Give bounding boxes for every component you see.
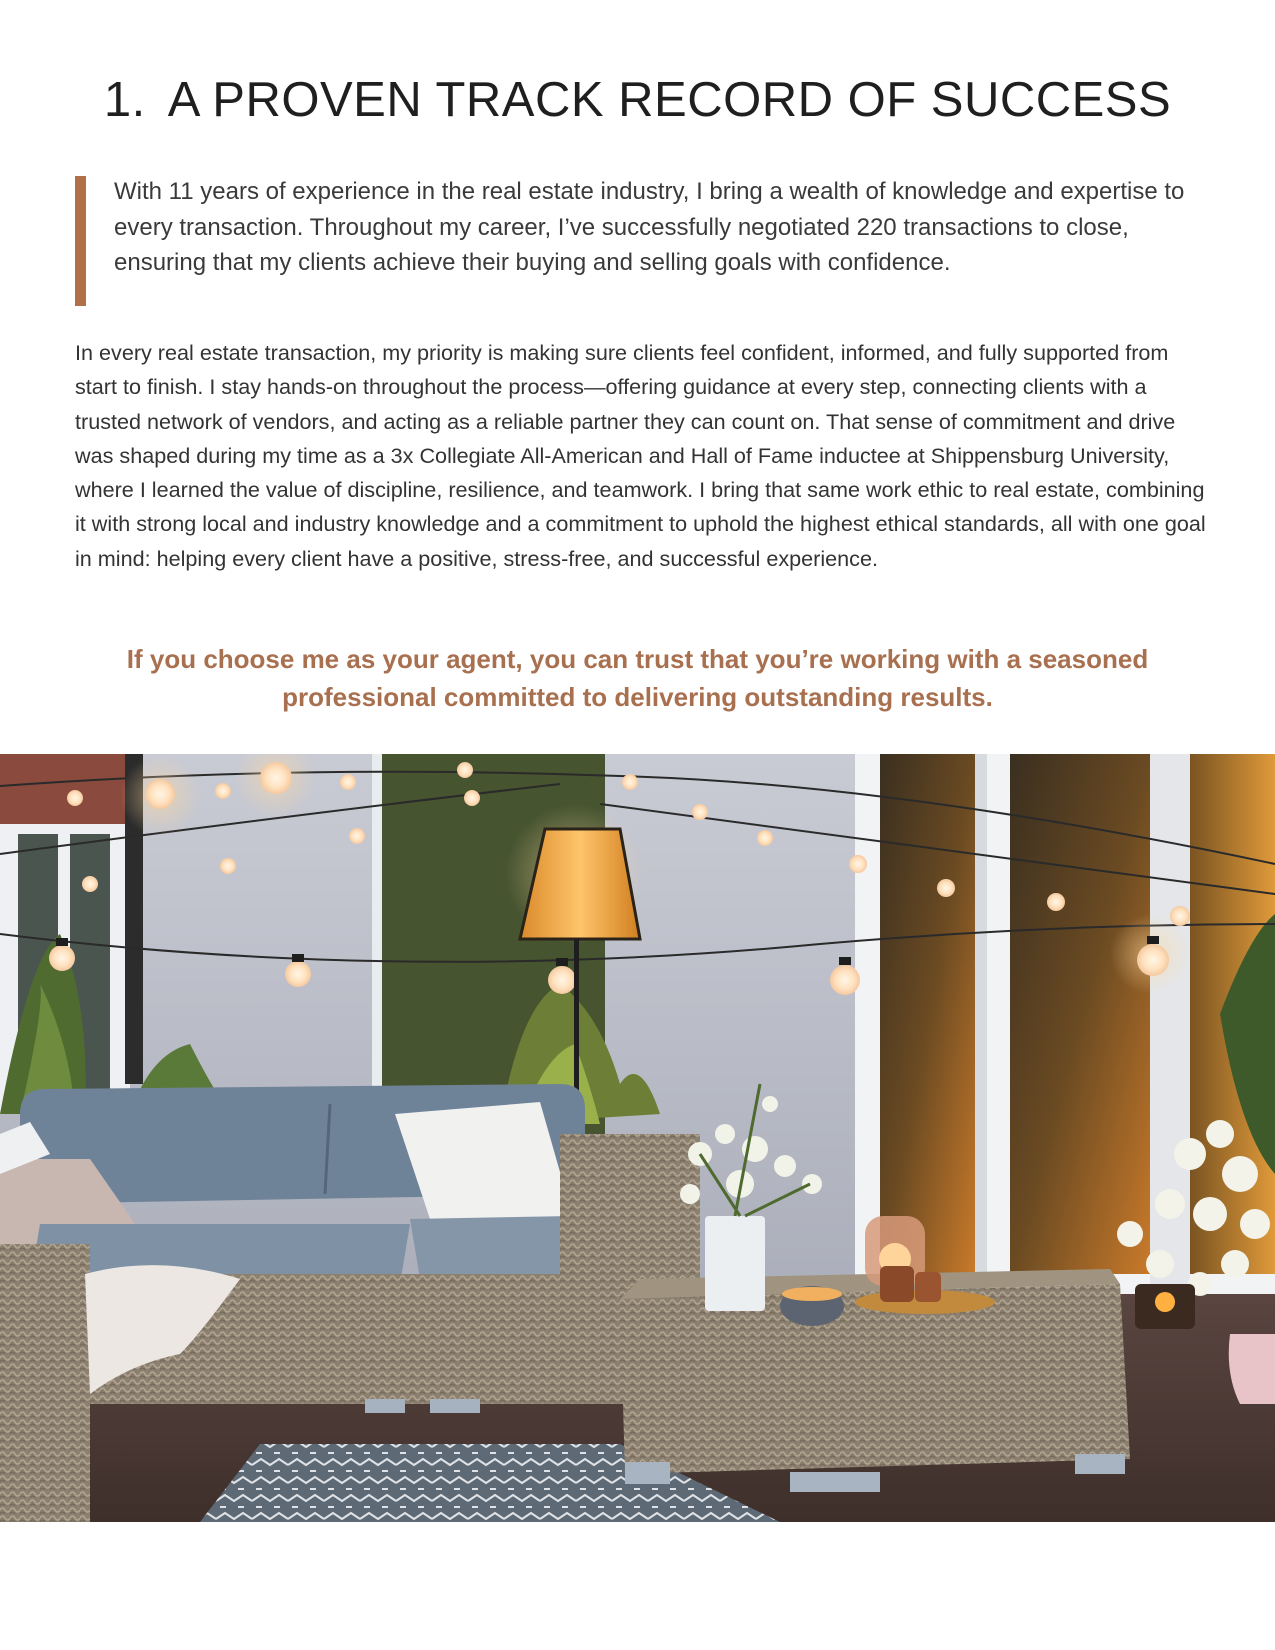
quote-text: With 11 years of experience in the real estate industry, I bring a wealth of knowledge and expertise to every transaction. Throughout my career, I’ve successfully negotiated 220 transactions to close, ensuring that my clients achieve their buying and selling goals with confidence. <box>114 178 1185 276</box>
title-number: 1. <box>103 73 146 127</box>
patio-photo <box>0 754 1275 1522</box>
patio-illustration <box>0 754 1275 1522</box>
title-text: A PROVEN TRACK RECORD OF SUCCESS <box>167 73 1172 127</box>
page-title <box>0 72 1275 128</box>
callout-text: If you choose me as your agent, you can trust that you’re working with a seasoned professional committed to delivering outstanding results. <box>126 644 1149 712</box>
pull-quote <box>75 174 1190 281</box>
body-paragraph: In every real estate transaction, my priority is making sure clients feel confident, informed, and fully supported from start to finish. I stay hands-on throughout the process—offering guidance at every step, connecting clients with a trusted network of vendors, and acting as a reliable partner they can count on. That sense of commitment and drive was shaped during my time as a 3x Collegiate All-American and Hall of Fame inductee at Shippensburg University, where I learned the value of discipline, resilience, and teamwork. I bring that same work ethic to real estate, combining it with strong local and industry knowledge and a commitment to uphold the highest ethical standards, all with one goal in mind: helping every client have a positive, stress-free, and successful experience. <box>75 340 1206 571</box>
quote-accent-bar <box>75 176 86 306</box>
